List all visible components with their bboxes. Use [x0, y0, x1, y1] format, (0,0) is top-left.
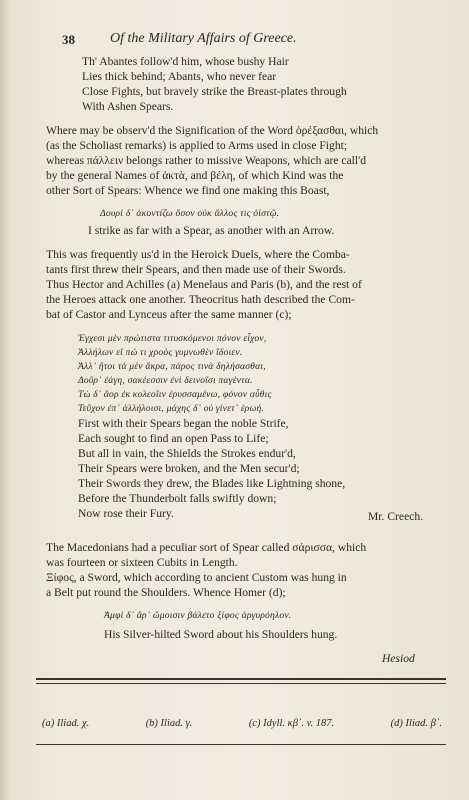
translator-attribution: Mr. Creech.	[368, 510, 424, 523]
paragraph-line: by the general Names of ἀκτὰ, and βέλη, of which Kind was the	[46, 169, 344, 182]
catchword: Hesiod	[382, 652, 415, 665]
running-title: Of the Military Affairs of Greece.	[110, 31, 297, 46]
paragraph-line: bat of Castor and Lynceus after the same manner (c);	[46, 308, 292, 321]
greek-verse-line: Ἐγχεσι μὲν πρώτιστα τιτυσκόμενοι πόνον εἶχον,	[78, 333, 267, 344]
verse-line: Their Spears were broken, and the Men secur'd;	[78, 462, 300, 475]
verse-line: Each sought to find an open Pass to Life;	[78, 432, 269, 445]
paragraph-line: This was frequently us'd in the Heroick Duels, where the Comba-	[46, 248, 350, 261]
footnote-a: (a) Iliad. χ.	[42, 718, 90, 729]
paragraph-line: (as the Scholiast remarks) is applied to Arms used in close Fight;	[46, 139, 348, 152]
paragraph-line: whereas πάλλειν belongs rather to missive Weapons, which are call'd	[46, 154, 367, 167]
greek-verse-line: Τεῦχον ἐπ᾽ ἀλλήλοισι, μάχης δ᾽ οὐ γίνετ᾽ ἐρωή.	[78, 403, 265, 414]
paragraph-line: a Belt put round the Shoulders. Whence Homer (d);	[46, 586, 286, 599]
paragraph-line: The Macedonians had a peculiar sort of Spear called σάρισσα, which	[46, 541, 367, 554]
verse-line: With Ashen Spears.	[82, 100, 174, 113]
paragraph-line: tants first threw their Spears, and then made use of their Swords.	[46, 263, 346, 276]
footnote-rule	[36, 678, 446, 680]
paragraph-line: was fourteen or sixteen Cubits in Length.	[46, 556, 238, 569]
verse-line: Before the Thunderbolt falls swiftly down;	[78, 492, 277, 505]
verse-line: But all in vain, the Shields the Strokes endur'd,	[78, 447, 296, 460]
footnote-rule	[36, 683, 446, 684]
page-number: 38	[62, 32, 75, 47]
paragraph-line: Thus Hector and Achilles (a) Menelaus and Paris (b), and the rest of	[46, 278, 362, 291]
translation-line: I strike as far with a Spear, as another with an Arrow.	[88, 224, 335, 237]
verse-line: Th' Abantes follow'd him, whose bushy Hair	[82, 55, 289, 68]
footnote-d: (d) Iliad. β᾽.	[390, 718, 442, 729]
greek-verse-line: Ἀλλ᾽ ἤτοι τὰ μὲν ἄκρα, πάρος τινὰ δηλήσασθαι,	[78, 361, 266, 372]
verse-line: Their Swords they drew, the Blades like Lightning shone,	[78, 477, 346, 490]
footnote-b: (b) Iliad. γ.	[145, 718, 193, 729]
paragraph-line: the Heroes attack one another. Theocritus hath described the Com-	[46, 293, 355, 306]
footnote-c: (c) Idyll. κβ᾽. v. 187.	[248, 718, 335, 729]
translation-line: His Silver-hilted Sword about his Shoulders hung.	[104, 628, 338, 641]
greek-verse-line: Δοῦρ᾽ ἐάγη, σακέεσσιν ἐνὶ δεινοῖσι παγέντα.	[78, 375, 253, 386]
paragraph-line: other Sort of Spears: Whence we find one making this Boast,	[46, 184, 330, 197]
footnote-rule	[36, 744, 446, 745]
verse-line: Close Fights, but bravely strike the Breast-plates through	[82, 85, 347, 98]
paragraph-line: Ξίφος, a Sword, which according to ancient Custom was hung in	[46, 571, 347, 584]
greek-quotation: Ἀμφὶ δ᾽ ἄρ᾽ ὤμοισιν βάλετο ξίφος ἀργυρόηλον.	[104, 610, 292, 621]
footnotes	[42, 718, 442, 729]
greek-verse-line: Ἀλλήλων εἴ πώ τι χροὸς γυμνωθὲν ἴδοιεν.	[78, 347, 243, 358]
paragraph-line: Where may be observ'd the Signification of the Word ὀρέξασθαι, which	[46, 124, 379, 137]
greek-verse-line: Τὼ δ᾽ ἄορ ἐκ κολεοῖιν ἐρυσσαμένω, φόνον αὖθις	[78, 389, 272, 400]
verse-line: Lies thick behind; Abants, who never fear	[82, 70, 277, 83]
greek-quotation: Δουρὶ δ᾽ ἀκοντίζω ὅσον οὐκ ἄλλος τις ὀϊστῷ.	[100, 208, 280, 219]
verse-line: Now rose their Fury.	[78, 507, 174, 520]
verse-line: First with their Spears began the noble Strife,	[78, 417, 289, 430]
